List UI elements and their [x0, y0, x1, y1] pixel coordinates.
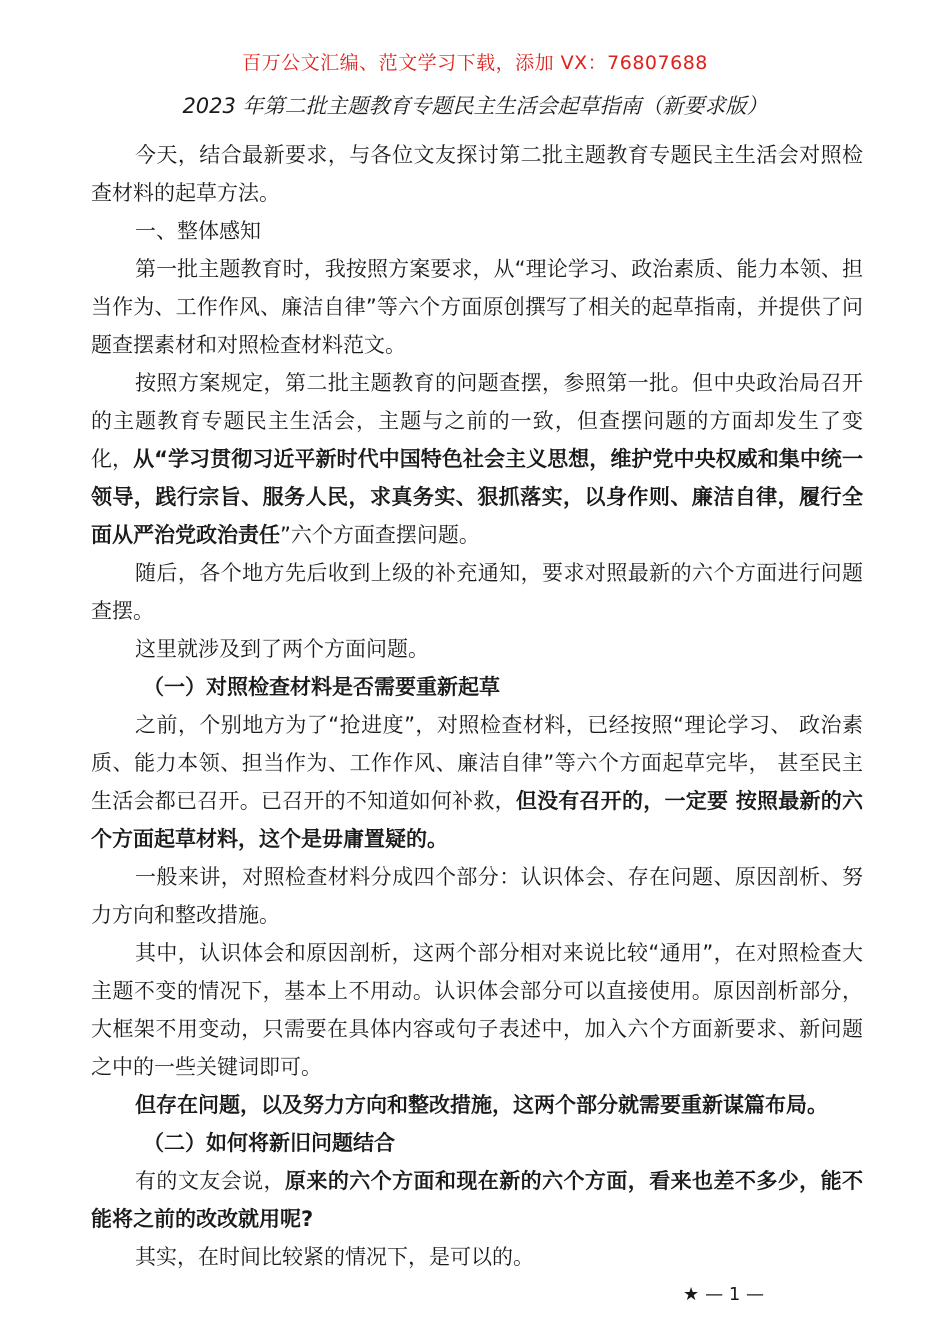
paragraph-second-batch: [91, 364, 863, 554]
paragraph-first-batch: 第一批主题教育时，我按照方案要求，从“理论学习、政治素质、能力本领、担当作为、工作作风、廉洁自律”等六个方面原创撰写了相关的起草指南，并提供了问题查摆素材和对照检查材料范文。: [91, 257, 863, 357]
document-body: [91, 136, 863, 1276]
text-span: ”六个方面查摆问题。: [280, 523, 480, 547]
page-footer: [683, 1284, 770, 1305]
paragraph-two-issues: 这里就涉及到了两个方面问题。: [135, 637, 429, 661]
subheading-1: （一）对照检查材料是否需要重新起草: [143, 675, 500, 699]
paragraph-notice: 随后，各个地方先后收到上级的补充通知，要求对照最新的六个方面进行问题查摆。: [91, 561, 863, 623]
paragraph-question: [91, 1162, 863, 1238]
paragraph-intro: 今天，结合最新要求，与各位文友探讨第二批主题教育专题民主生活会对照检查材料的起草方法。: [91, 143, 863, 205]
text-span: 有的文友会说，: [135, 1169, 285, 1193]
paragraph-rearrange: 但存在问题，以及努力方向和整改措施，这两个部分就需要重新谋篇布局。: [135, 1093, 828, 1117]
bold-text-span: 从“学习贯彻习近平新时代中国特色社会主义思想，维护党中央权威和集中统一领导，践行宗旨、服务人民，求真务实、狠抓落实，以身作则、廉洁自律，履行全面从严治党政治责任: [91, 447, 863, 547]
subheading-2: （二）如何将新旧问题结合: [143, 1131, 395, 1155]
paragraph-redraft: [91, 706, 863, 858]
text-span: 按照方案规定，第二批主题教育的问题查摆，参照第一批。但中央政治局召开的主题教育专题民主生活会，主题与之前的一致，但查摆问题的方面却发生了变化，: [91, 371, 863, 471]
bold-text-span: 但没有召开的，一定要 按照最新的六个方面起草材料，这个是毋庸置疑的。: [91, 789, 863, 851]
section-heading-1: 一、整体感知: [135, 219, 261, 243]
document-title: 2023 年第二批主题教育专题民主生活会起草指南（新要求版）: [182, 94, 768, 118]
paragraph-general-parts: 其中，认识体会和原因剖析，这两个部分相对来说比较“通用”，在对照检查大主题不变的情况下，基本上不用动。认识体会部分可以直接使用。原因剖析部分，大框架不用变动，只需要在具体内容或句子表述中，加入六个方面新要求、新问题之中的一些关键词即可。: [91, 941, 863, 1079]
page-number: — 1 —: [705, 1284, 765, 1305]
star-icon: ★: [683, 1284, 700, 1305]
bold-text-span: 原来的六个方面和现在新的六个方面，看来也差不多少，能不能将之前的改改就用呢?: [91, 1169, 864, 1231]
paragraph-answer: 其实，在时间比较紧的情况下，是可以的。: [135, 1245, 534, 1269]
promo-banner: 百万公文汇编、范文学习下载，添加 VX：76807688: [242, 52, 708, 74]
paragraph-four-parts: 一般来讲，对照检查材料分成四个部分：认识体会、存在问题、原因剖析、努力方向和整改措施。: [91, 865, 863, 927]
text-span: 之前，个别地方为了“抢进度”，对照检查材料，已经按照“理论学习、 政治素质、能力本领、担当作为、工作作风、廉洁自律”等六个方面起草完毕， 甚至民主生活会都已召开。已召开的不知道如何补救，: [91, 713, 863, 813]
